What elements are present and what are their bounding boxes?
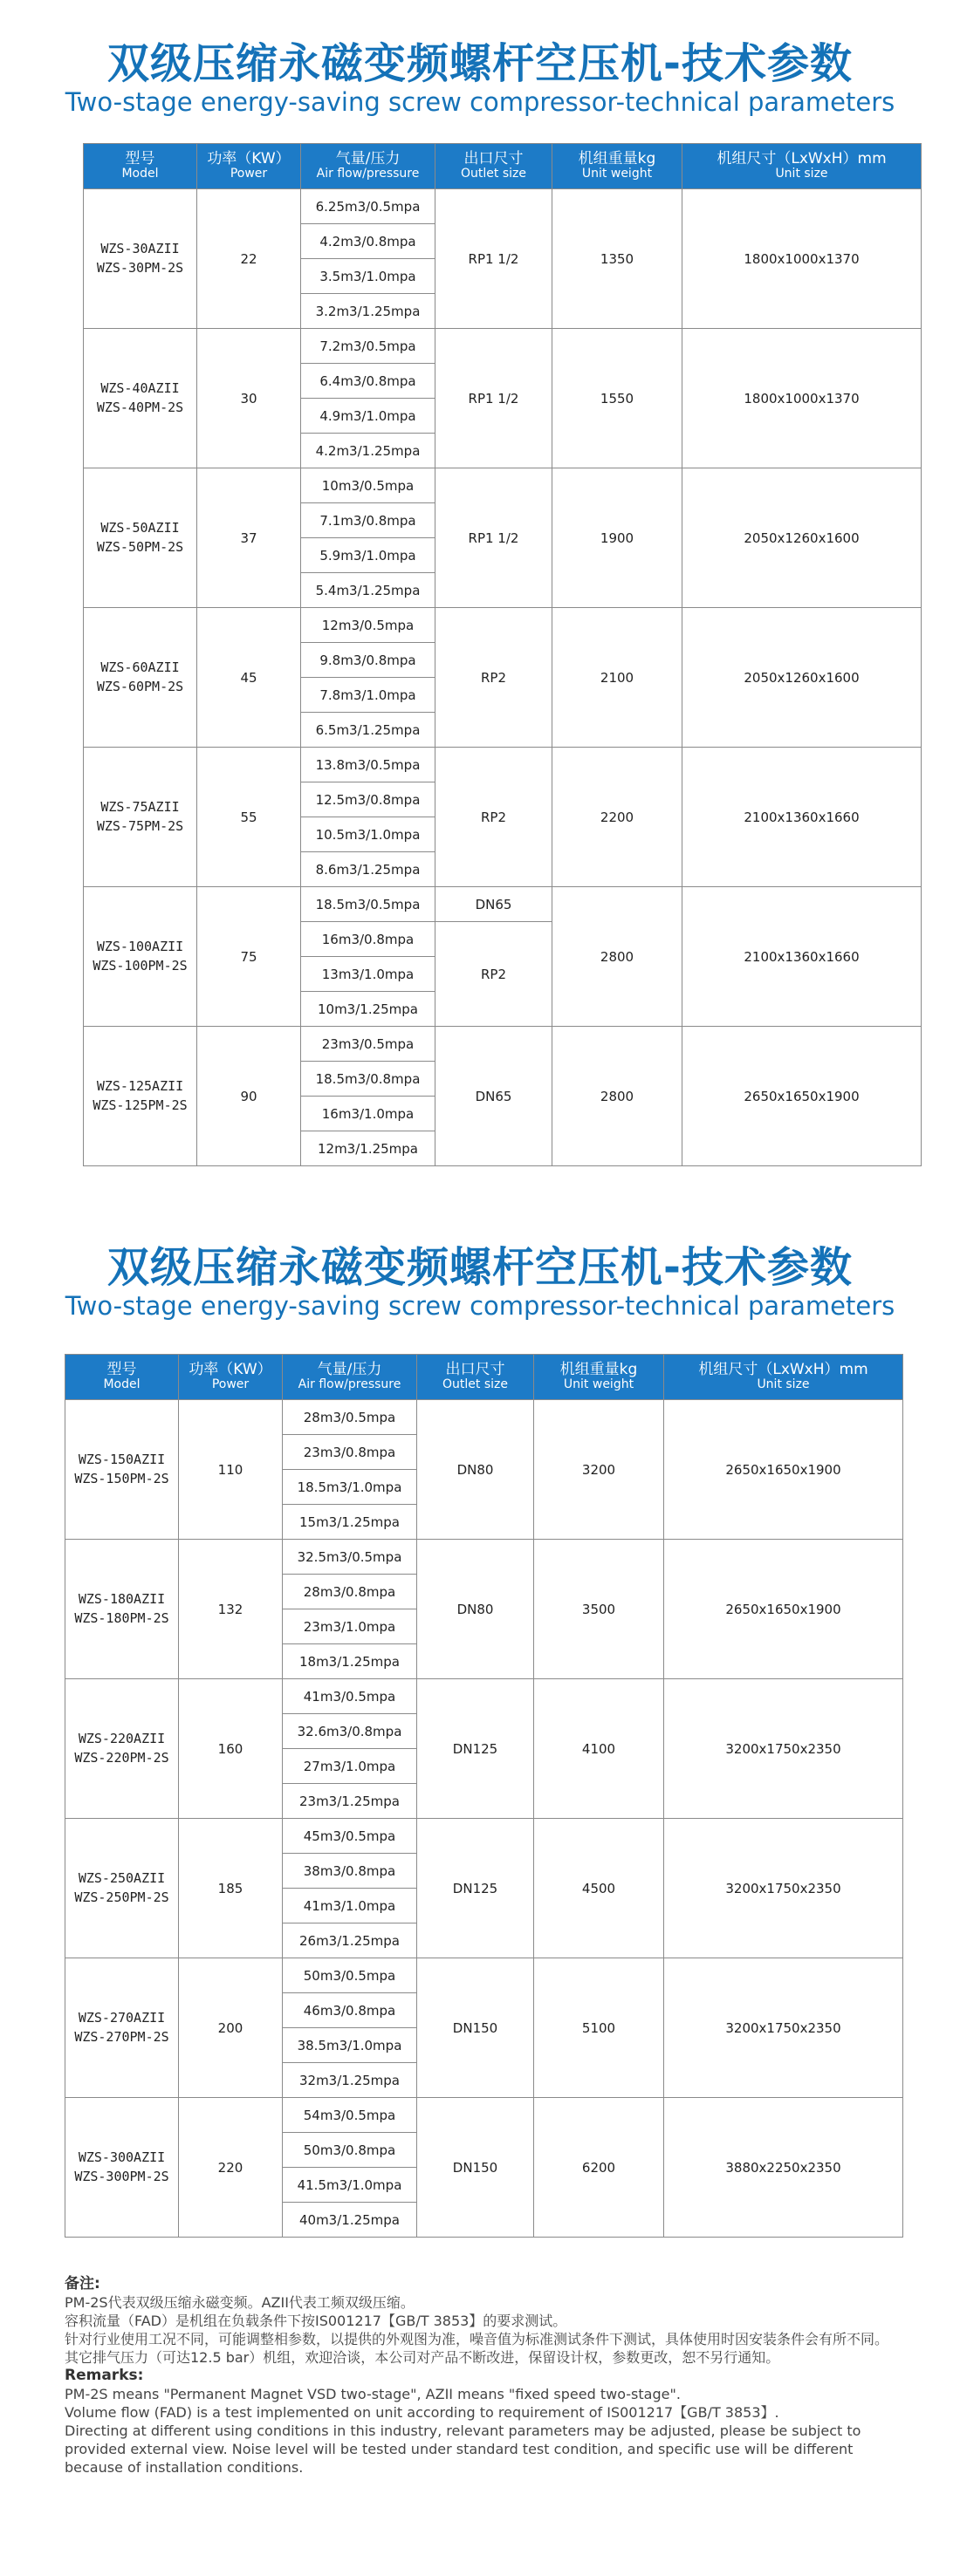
airflow-cell: 7.2m3/0.5mpa	[301, 329, 435, 364]
airflow-cell: 16m3/1.0mpa	[301, 1097, 435, 1131]
outlet-cell: RP2	[435, 608, 552, 748]
power-cell: 185	[179, 1819, 283, 1958]
weight-cell: 2200	[552, 748, 682, 887]
model-cell	[65, 1540, 179, 1679]
airflow-cell: 18.5m3/0.8mpa	[301, 1062, 435, 1097]
weight-cell: 4100	[534, 1679, 664, 1819]
airflow-cell: 12.5m3/0.8mpa	[301, 782, 435, 817]
power-cell: 132	[179, 1540, 283, 1679]
airflow-cell: 13m3/1.0mpa	[301, 957, 435, 992]
power-cell: 75	[197, 887, 301, 1027]
column-header-cn: 功率（KW）	[207, 150, 291, 168]
table-row	[84, 189, 922, 224]
airflow-cell: 50m3/0.8mpa	[283, 2133, 417, 2168]
column-header-en: Unit size	[775, 167, 828, 181]
outlet-cell: RP1 1/2	[435, 329, 552, 468]
airflow-cell: 32m3/1.25mpa	[283, 2063, 417, 2098]
airflow-cell: 8.6m3/1.25mpa	[301, 852, 435, 887]
outlet-cell: DN65	[435, 1027, 552, 1166]
table-row	[84, 887, 922, 922]
column-header-cn: 功率（KW）	[189, 1361, 272, 1379]
model-name-azii: WZS-50AZII	[100, 519, 180, 536]
column-header-en: Unit size	[757, 1377, 810, 1392]
table-header-row	[65, 1355, 903, 1400]
airflow-cell: 32.6m3/0.8mpa	[283, 1714, 417, 1749]
airflow-cell: 41m3/1.0mpa	[283, 1889, 417, 1923]
column-header-cn: 机组重量kg	[559, 1361, 638, 1379]
table-header-row	[84, 144, 922, 189]
table-row	[65, 1679, 903, 1714]
outlet-cell: DN80	[417, 1400, 534, 1540]
column-header-cn: 出口尺寸	[463, 150, 524, 168]
power-cell: 110	[179, 1400, 283, 1540]
airflow-cell: 38m3/0.8mpa	[283, 1854, 417, 1889]
model-cell	[84, 189, 197, 329]
note-en-line: Directing at different using conditions in this industry, relevant parameters may be adjusted, please be subject to provided external view. Noise level will be tested under standard test condition, and specific use will be different because of installation conditions.	[65, 2422, 861, 2476]
spec-table-1	[83, 143, 922, 1166]
model-name-pm: WZS-220PM-2S	[74, 1749, 169, 1766]
notes-heading-cn: 备注:	[65, 2275, 100, 2292]
weight-cell: 2800	[552, 887, 682, 1027]
airflow-cell: 46m3/0.8mpa	[283, 1993, 417, 2028]
column-header-cn: 气量/压力	[335, 150, 401, 168]
model-cell	[84, 887, 197, 1027]
model-cell	[84, 468, 197, 608]
column-header	[552, 144, 682, 189]
airflow-cell: 27m3/1.0mpa	[283, 1749, 417, 1784]
size-cell: 3880x2250x2350	[664, 2098, 903, 2238]
column-header-cn: 机组尺寸（LxWxH）mm	[698, 1361, 868, 1379]
column-header	[301, 144, 435, 189]
model-name-azii: WZS-125AZII	[96, 1077, 184, 1094]
airflow-cell: 18m3/1.25mpa	[283, 1644, 417, 1679]
outlet-cell: DN125	[417, 1819, 534, 1958]
section-1	[0, 0, 960, 1169]
weight-cell: 5100	[534, 1958, 664, 2098]
size-cell: 2050x1260x1600	[682, 608, 922, 748]
page-title-en: Two-stage energy-saving screw compressor-technical parameters	[65, 87, 895, 117]
size-cell: 1800x1000x1370	[682, 329, 922, 468]
airflow-cell: 7.1m3/0.8mpa	[301, 503, 435, 538]
column-header-en: Air flow/pressure	[298, 1377, 401, 1392]
table-row	[84, 329, 922, 364]
airflow-cell: 6.4m3/0.8mpa	[301, 364, 435, 399]
model-name-pm: WZS-60PM-2S	[96, 678, 184, 694]
airflow-cell: 5.9m3/1.0mpa	[301, 538, 435, 573]
column-header-cn: 机组重量kg	[578, 150, 656, 168]
airflow-cell: 26m3/1.25mpa	[283, 1923, 417, 1958]
airflow-cell: 18.5m3/1.0mpa	[283, 1470, 417, 1505]
weight-cell: 1900	[552, 468, 682, 608]
airflow-cell: 10.5m3/1.0mpa	[301, 817, 435, 852]
model-cell	[65, 1819, 179, 1958]
airflow-cell: 3.2m3/1.25mpa	[301, 294, 435, 329]
column-header-cn: 出口尺寸	[445, 1361, 505, 1379]
model-name-azii: WZS-220AZII	[78, 1730, 166, 1746]
notes-block	[65, 2275, 902, 2477]
airflow-cell: 28m3/0.8mpa	[283, 1575, 417, 1609]
table-row	[65, 1958, 903, 1993]
airflow-cell: 6.25m3/0.5mpa	[301, 189, 435, 224]
power-cell: 90	[197, 1027, 301, 1166]
note-cn-line: 容积流量（FAD）是机组在负载条件下按IS001217【GB/T 3853】的要求测试。	[65, 2313, 567, 2329]
outlet-cell: RP1 1/2	[435, 468, 552, 608]
table-row	[65, 1400, 903, 1435]
weight-cell: 1550	[552, 329, 682, 468]
model-name-pm: WZS-125PM-2S	[93, 1097, 188, 1113]
size-cell: 2050x1260x1600	[682, 468, 922, 608]
table-row	[65, 1819, 903, 1854]
outlet-cell: RP2	[435, 922, 552, 1027]
airflow-cell: 12m3/0.5mpa	[301, 608, 435, 643]
column-header	[417, 1355, 534, 1400]
airflow-cell: 13.8m3/0.5mpa	[301, 748, 435, 782]
column-header	[84, 144, 197, 189]
airflow-cell: 23m3/1.0mpa	[283, 1609, 417, 1644]
spec-table-2	[65, 1354, 903, 2238]
model-name-azii: WZS-75AZII	[100, 798, 180, 815]
note-cn-line: 针对行业使用工况不同，可能调整相参数，以提供的外观图为准，噪音值为标准测试条件下测试，具体使用时因安装条件会有所不同。	[65, 2331, 889, 2347]
column-header	[197, 144, 301, 189]
note-en-line: PM-2S means "Permanent Magnet VSD two-stage", AZII means "fixed speed two-stage".	[65, 2386, 681, 2402]
size-cell: 2100x1360x1660	[682, 887, 922, 1027]
section-2	[0, 1213, 960, 2576]
column-header	[65, 1355, 179, 1400]
airflow-cell: 4.2m3/0.8mpa	[301, 224, 435, 259]
column-header-cn: 型号	[106, 1361, 137, 1379]
model-name-pm: WZS-30PM-2S	[96, 259, 184, 276]
weight-cell: 3500	[534, 1540, 664, 1679]
model-name-azii: WZS-40AZII	[100, 379, 180, 396]
page-title-cn-2: 双级压缩永磁变频螺杆空压机-技术参数	[107, 1243, 853, 1292]
model-name-azii: WZS-150AZII	[78, 1451, 166, 1467]
column-header	[179, 1355, 283, 1400]
airflow-cell: 6.5m3/1.25mpa	[301, 713, 435, 748]
weight-cell: 2100	[552, 608, 682, 748]
power-cell: 37	[197, 468, 301, 608]
airflow-cell: 3.5m3/1.0mpa	[301, 259, 435, 294]
power-cell: 55	[197, 748, 301, 887]
airflow-cell: 23m3/0.8mpa	[283, 1435, 417, 1470]
column-header	[534, 1355, 664, 1400]
airflow-cell: 12m3/1.25mpa	[301, 1131, 435, 1166]
column-header-cn: 机组尺寸（LxWxH）mm	[717, 150, 887, 168]
size-cell: 3200x1750x2350	[664, 1819, 903, 1958]
weight-cell: 3200	[534, 1400, 664, 1540]
outlet-cell: DN150	[417, 1958, 534, 2098]
model-name-azii: WZS-300AZII	[78, 2149, 166, 2165]
airflow-cell: 28m3/0.5mpa	[283, 1400, 417, 1435]
model-name-azii: WZS-100AZII	[96, 938, 184, 954]
column-header-en: Power	[230, 167, 268, 181]
airflow-cell: 4.2m3/1.25mpa	[301, 434, 435, 468]
model-name-pm: WZS-150PM-2S	[74, 1470, 169, 1486]
model-name-pm: WZS-300PM-2S	[74, 2168, 169, 2184]
note-cn-line: 其它排气压力（可达12.5 bar）机组，欢迎洽谈，本公司对产品不断改进，保留设计权，参数更改，恕不另行通知。	[65, 2349, 780, 2366]
size-cell: 2650x1650x1900	[664, 1540, 903, 1679]
column-header-en: Model	[121, 167, 159, 181]
column-header-en: Outlet size	[442, 1377, 508, 1392]
model-name-pm: WZS-75PM-2S	[96, 817, 184, 834]
model-cell	[65, 1958, 179, 2098]
outlet-cell: DN125	[417, 1679, 534, 1819]
table-row	[84, 608, 922, 643]
model-cell	[84, 1027, 197, 1166]
model-cell	[65, 1679, 179, 1819]
airflow-cell: 23m3/1.25mpa	[283, 1784, 417, 1819]
airflow-cell: 45m3/0.5mpa	[283, 1819, 417, 1854]
column-header-en: Outlet size	[461, 167, 526, 181]
weight-cell: 4500	[534, 1819, 664, 1958]
power-cell: 220	[179, 2098, 283, 2238]
column-header	[682, 144, 922, 189]
table-row	[65, 2098, 903, 2133]
column-header-en: Model	[103, 1377, 141, 1392]
model-cell	[84, 748, 197, 887]
airflow-cell: 50m3/0.5mpa	[283, 1958, 417, 1993]
airflow-cell: 41.5m3/1.0mpa	[283, 2168, 417, 2203]
outlet-cell: DN150	[417, 2098, 534, 2238]
model-cell	[84, 329, 197, 468]
power-cell: 160	[179, 1679, 283, 1819]
model-name-pm: WZS-50PM-2S	[96, 538, 184, 555]
notes-heading-en: Remarks:	[65, 2367, 144, 2384]
column-header-en: Unit weight	[563, 1377, 634, 1392]
model-name-pm: WZS-100PM-2S	[93, 957, 188, 974]
model-name-azii: WZS-250AZII	[78, 1869, 166, 1886]
note-en-line: Volume flow (FAD) is a test implemented on unit according to requirement of IS001217【GB/T 3853】.	[65, 2404, 779, 2421]
column-header	[283, 1355, 417, 1400]
airflow-cell: 9.8m3/0.8mpa	[301, 643, 435, 678]
model-name-azii: WZS-60AZII	[100, 659, 180, 675]
size-cell: 2650x1650x1900	[682, 1027, 922, 1166]
size-cell: 1800x1000x1370	[682, 189, 922, 329]
outlet-cell: RP2	[435, 748, 552, 887]
airflow-cell: 54m3/0.5mpa	[283, 2098, 417, 2133]
power-cell: 22	[197, 189, 301, 329]
airflow-cell: 7.8m3/1.0mpa	[301, 678, 435, 713]
power-cell: 45	[197, 608, 301, 748]
airflow-cell: 23m3/0.5mpa	[301, 1027, 435, 1062]
airflow-cell: 5.4m3/1.25mpa	[301, 573, 435, 608]
page-title-cn: 双级压缩永磁变频螺杆空压机-技术参数	[107, 39, 853, 88]
model-name-azii: WZS-270AZII	[78, 2009, 166, 2026]
size-cell: 3200x1750x2350	[664, 1958, 903, 2098]
column-header-cn: 型号	[125, 150, 155, 168]
size-cell: 2100x1360x1660	[682, 748, 922, 887]
airflow-cell: 41m3/0.5mpa	[283, 1679, 417, 1714]
airflow-cell: 16m3/0.8mpa	[301, 922, 435, 957]
power-cell: 200	[179, 1958, 283, 2098]
power-cell: 30	[197, 329, 301, 468]
airflow-cell: 38.5m3/1.0mpa	[283, 2028, 417, 2063]
weight-cell: 6200	[534, 2098, 664, 2238]
model-name-pm: WZS-270PM-2S	[74, 2028, 169, 2045]
weight-cell: 1350	[552, 189, 682, 329]
airflow-cell: 10m3/0.5mpa	[301, 468, 435, 503]
outlet-cell: RP1 1/2	[435, 189, 552, 329]
airflow-cell: 4.9m3/1.0mpa	[301, 399, 435, 434]
model-name-azii: WZS-30AZII	[100, 240, 180, 256]
model-cell	[65, 1400, 179, 1540]
model-name-pm: WZS-40PM-2S	[96, 399, 184, 415]
weight-cell: 2800	[552, 1027, 682, 1166]
outlet-cell: DN80	[417, 1540, 534, 1679]
column-header	[664, 1355, 903, 1400]
model-cell	[65, 2098, 179, 2238]
page-title-en-2: Two-stage energy-saving screw compressor-technical parameters	[65, 1291, 895, 1321]
airflow-cell: 32.5m3/0.5mpa	[283, 1540, 417, 1575]
column-header-cn: 气量/压力	[317, 1361, 382, 1379]
table-row	[84, 1027, 922, 1062]
note-cn-line: PM-2S代表双级压缩永磁变频。AZII代表工频双级压缩。	[65, 2294, 415, 2311]
size-cell: 3200x1750x2350	[664, 1679, 903, 1819]
table-row	[84, 468, 922, 503]
column-header-en: Unit weight	[581, 167, 653, 181]
model-name-pm: WZS-180PM-2S	[74, 1609, 169, 1626]
outlet-cell: DN65	[435, 887, 552, 922]
airflow-cell: 10m3/1.25mpa	[301, 992, 435, 1027]
model-cell	[84, 608, 197, 748]
airflow-cell: 15m3/1.25mpa	[283, 1505, 417, 1540]
model-name-pm: WZS-250PM-2S	[74, 1889, 169, 1905]
airflow-cell: 18.5m3/0.5mpa	[301, 887, 435, 922]
table-row	[84, 748, 922, 782]
column-header-en: Air flow/pressure	[316, 167, 420, 181]
model-name-azii: WZS-180AZII	[78, 1590, 166, 1607]
airflow-cell: 40m3/1.25mpa	[283, 2203, 417, 2238]
column-header	[435, 144, 552, 189]
column-header-en: Power	[211, 1377, 250, 1392]
table-row	[65, 1540, 903, 1575]
size-cell: 2650x1650x1900	[664, 1400, 903, 1540]
